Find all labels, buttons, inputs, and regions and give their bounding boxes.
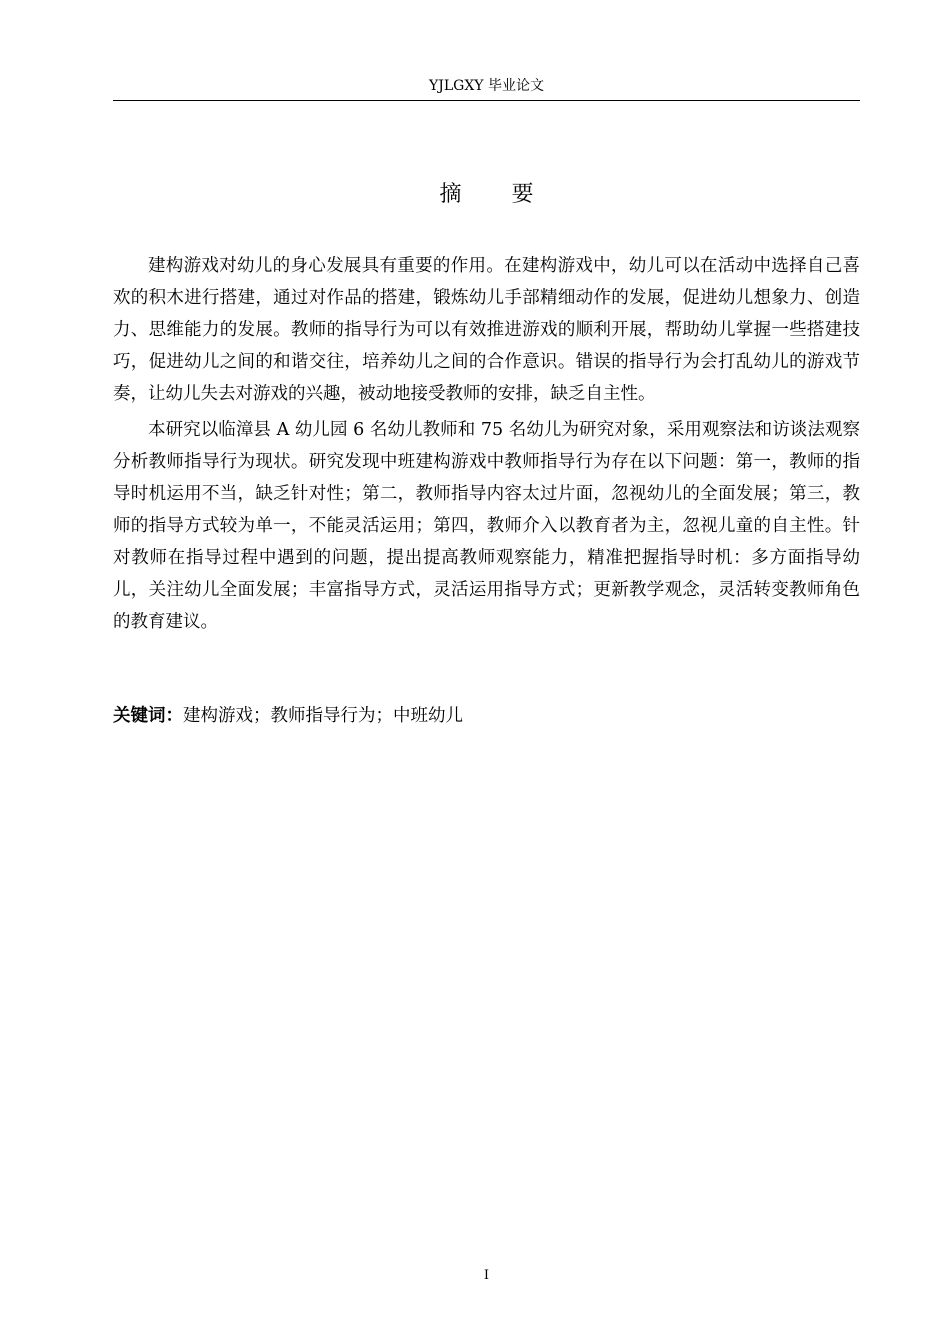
page-number: I <box>483 1268 490 1283</box>
abstract-paragraph-2: 本研究以临漳县 A 幼儿园 6 名幼儿教师和 75 名幼儿为研究对象，采用观察法和访谈法观察分析教师指导行为现状。研究发现中班建构游戏中教师指导行为存在以下问题：第一，教师的指导时机运用不当，缺乏针对性；第二，教师指导内容太过片面，忽视幼儿的全面发展；第三，教师的指导方式较为单一，不能灵活运用；第四，教师介入以教育者为主，忽视儿童的自主性。针对教师在指导过程中遇到的问题，提出提高教师观察能力，精准把握指导时机：多方面指导幼儿，关注幼儿全面发展；丰富指导方式，灵活运用指导方式；更新教学观念，灵活转变教师角色的教育建议。 <box>113 420 860 632</box>
abstract-body <box>113 250 860 642</box>
abstract-paragraph-1: 建构游戏对幼儿的身心发展具有重要的作用。在建构游戏中，幼儿可以在活动中选择自己喜欢的积木进行搭建，通过对作品的搭建，锻炼幼儿手部精细动作的发展，促进幼儿想象力、创造力、思维能力的发展。教师的指导行为可以有效推进游戏的顺利开展，帮助幼儿掌握一些搭建技巧，促进幼儿之间的和谐交往，培养幼儿之间的合作意识。错误的指导行为会打乱幼儿的游戏节奏，让幼儿失去对游戏的兴趣，被动地接受教师的安排，缺乏自主性。 <box>113 256 860 404</box>
abstract-title <box>113 180 860 210</box>
keywords-text: 建构游戏；教师指导行为；中班幼儿 <box>183 706 463 726</box>
keywords-label: 关键词： <box>113 706 183 726</box>
header-rule <box>113 100 860 101</box>
running-header: YJLGXY 毕业论文 <box>429 78 544 94</box>
keywords-line <box>113 700 860 732</box>
title-char-1: 摘 <box>439 182 462 207</box>
title-char-2: 要 <box>511 182 534 207</box>
